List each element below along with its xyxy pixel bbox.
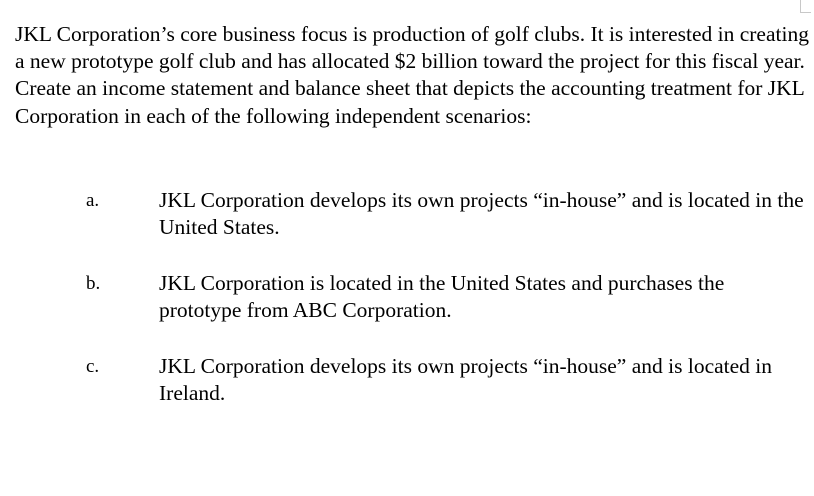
scenario-marker: a. [86,190,100,211]
scenario-marker: c. [86,356,100,377]
scenario-marker: b. [86,273,101,294]
intro-paragraph: JKL Corporation’s core business focus is production of golf clubs. It is interested in creating a new prototype golf club and has allocated $2 billion toward the project for this fiscal year. Create an income statement and balance sheet that depicts the accounting treatment for JKL Corporation in each of the following independent scenarios: [15,22,809,128]
scenario-text: JKL Corporation is located in the United States and purchases the prototype from ABC Corporation. [159,271,725,322]
page-corner-mark [800,0,811,13]
scenario-text: JKL Corporation develops its own projects “in-house” and is located in the United States. [159,188,804,239]
scenario-text: JKL Corporation develops its own projects “in-house” and is located in Ireland. [159,354,773,405]
